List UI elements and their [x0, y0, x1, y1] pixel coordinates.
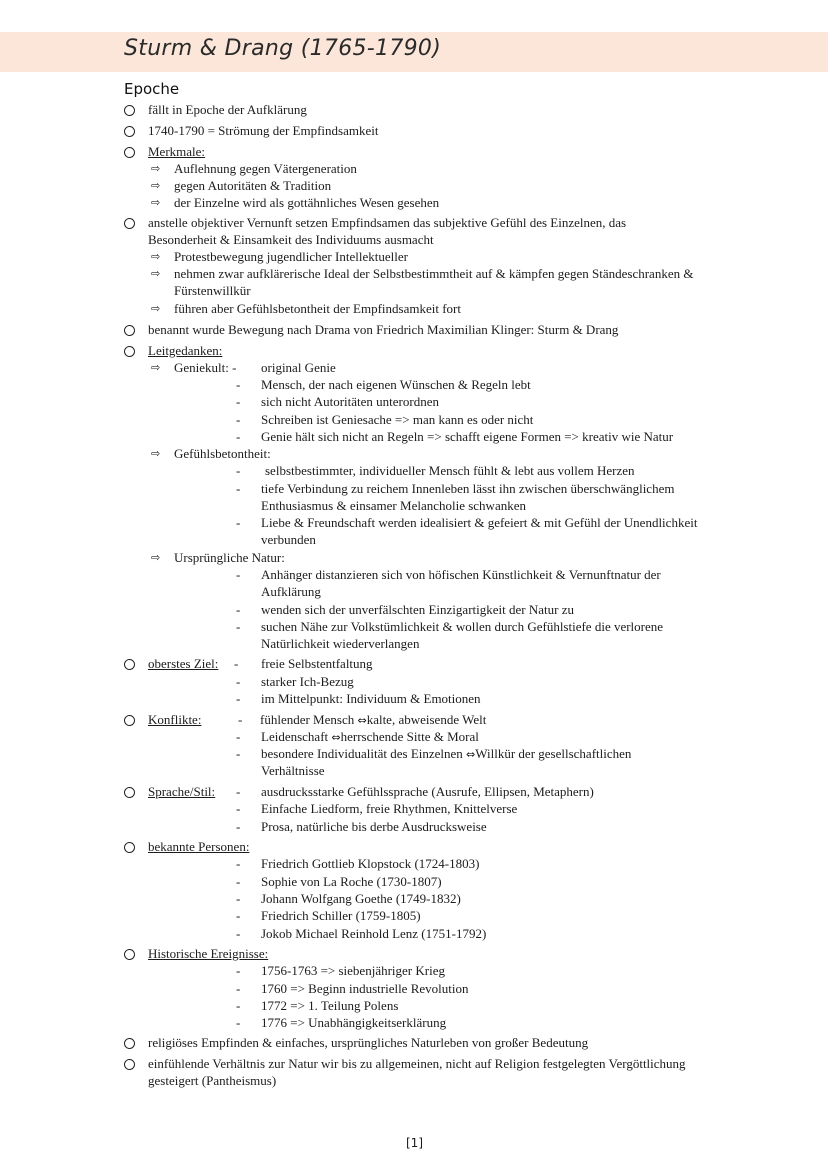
dash-bullet: -	[236, 801, 241, 816]
dash-bullet: -	[236, 891, 241, 906]
list-item: Mensch, der nach eigenen Wünschen & Regeln lebt	[261, 377, 531, 392]
list-item: 1776 => Unabhängigkeitserklärung	[261, 1015, 447, 1030]
arrow-right-icon: ⇨	[151, 302, 161, 315]
dash-bullet: -	[236, 429, 241, 444]
natur-label: Ursprüngliche Natur:	[174, 550, 285, 565]
list-item: im Mittelpunkt: Individuum & Emotionen	[261, 691, 481, 706]
list-item: Friedrich Schiller (1759-1805)	[261, 908, 421, 923]
list-item: Enthusiasmus & einsamer Melancholie schwanken	[261, 498, 526, 513]
dash-bullet: -	[236, 691, 241, 706]
dash-bullet: -	[236, 729, 241, 744]
circle-bullet-icon	[124, 1059, 135, 1070]
dash-bullet: -	[236, 515, 241, 530]
dash-bullet: -	[236, 819, 241, 834]
page-number: [1]	[406, 1136, 423, 1150]
list-item: Sophie von La Roche (1730-1807)	[261, 874, 442, 889]
list-item: original Genie	[261, 360, 336, 375]
leitgedanken-label: Leitgedanken:	[148, 343, 223, 358]
list-item: tiefe Verbindung zu reichem Innenleben lässt ihn zwischen überschwänglichem	[261, 481, 675, 496]
page-title: Sturm & Drang (1765-1790)	[124, 36, 442, 61]
list-item: ausdrucksstarke Gefühlssprache (Ausrufe, Ellipsen, Metaphern)	[261, 784, 594, 799]
conflict-right: kalte, abweisende Welt	[366, 712, 487, 727]
list-item: Friedrich Gottlieb Klopstock (1724-1803)	[261, 856, 480, 871]
list-item: der Einzelne wird als gottähnliches Wesen gesehen	[174, 195, 440, 210]
list-item: 1756-1763 => siebenjähriger Krieg	[261, 963, 445, 978]
list-item: Natürlichkeit wiederverlangen	[261, 636, 420, 651]
dash-bullet: -	[236, 412, 241, 427]
list-item: Jokob Michael Reinhold Lenz (1751-1792)	[261, 926, 487, 941]
arrow-right-icon: ⇨	[151, 447, 161, 460]
arrow-right-icon: ⇨	[151, 250, 161, 263]
list-item: 1772 => 1. Teilung Polens	[261, 998, 399, 1013]
list-item: Anhänger distanzieren sich von höfischen Künstlichkeit & Vernunftnatur der	[261, 567, 661, 582]
konflikte-label: Konflikte:	[148, 712, 202, 727]
circle-bullet-icon	[124, 949, 135, 960]
list-item: Fürstenwillkür	[174, 283, 251, 298]
list-item: 1760 => Beginn industrielle Revolution	[261, 981, 469, 996]
list-item: gegen Autoritäten & Tradition	[174, 178, 332, 193]
circle-bullet-icon	[124, 346, 135, 357]
circle-bullet-icon	[124, 842, 135, 853]
double-arrow-icon: ⇔	[466, 748, 476, 761]
conflict-right: herrschende Sitte & Moral	[340, 729, 479, 744]
dash-bullet: -	[236, 856, 241, 871]
circle-bullet-icon	[124, 105, 135, 116]
circle-bullet-icon	[124, 659, 135, 670]
dash-bullet: -	[236, 963, 241, 978]
list-item: sich nicht Autoritäten unterordnen	[261, 394, 439, 409]
dash-bullet: -	[236, 874, 241, 889]
list-item: Schreiben ist Geniesache => man kann es oder nicht	[261, 412, 534, 427]
list-item: suchen Nähe zur Volkstümlichkeit & wollen durch Gefühlstiefe die verlorene	[261, 619, 664, 634]
dash-bullet: -	[236, 998, 241, 1013]
circle-bullet-icon	[124, 787, 135, 798]
list-item: starker Ich-Bezug	[261, 674, 354, 689]
list-item: nehmen zwar aufklärerische Ideal der Selbstbestimmtheit auf & kämpfen gegen Ständeschranken &	[174, 266, 694, 281]
dash-bullet: -	[238, 712, 243, 727]
merkmale-label: Merkmale:	[148, 144, 206, 159]
list-item: religiöses Empfinden & einfaches, ursprüngliches Naturleben von großer Bedeutung	[148, 1035, 589, 1050]
circle-bullet-icon	[124, 325, 135, 336]
dash-bullet: -	[236, 784, 241, 799]
conflict-left: besondere Individualität des Einzelnen	[261, 746, 463, 761]
list-item: selbstbestimmter, individueller Mensch fühlt & lebt aus vollem Herzen	[265, 463, 635, 478]
list-item: wenden sich der unverfälschten Einzigartigkeit der Natur zu	[261, 602, 574, 617]
list-item: Protestbewegung jugendlicher Intellektueller	[174, 249, 408, 264]
dash-bullet: -	[236, 394, 241, 409]
double-arrow-icon: ⇔	[331, 731, 341, 744]
dash-bullet: -	[236, 746, 241, 761]
list-item: 1740-1790 = Strömung der Empfindsamkeit	[148, 123, 379, 138]
dash-bullet: -	[236, 674, 241, 689]
list-item: Verhältnisse	[261, 763, 325, 778]
list-item: fällt in Epoche der Aufklärung	[148, 102, 307, 117]
dash-bullet: -	[236, 463, 241, 478]
list-item: einfühlende Verhältnis zur Natur wir bis zu allgemeinen, nicht auf Religion festgelegten Vergöttlichung	[148, 1056, 686, 1071]
section-heading: Epoche	[124, 80, 180, 98]
arrow-right-icon: ⇨	[151, 179, 161, 192]
dash-bullet: -	[236, 619, 241, 634]
double-arrow-icon: ⇔	[357, 714, 367, 727]
gefuehl-label: Gefühlsbetontheit:	[174, 446, 271, 461]
list-item	[260, 711, 486, 729]
conflict-left: Leidenschaft	[261, 729, 329, 744]
list-item	[261, 745, 631, 763]
arrow-right-icon: ⇨	[151, 267, 161, 280]
list-item: Prosa, natürliche bis derbe Ausdrucksweise	[261, 819, 487, 834]
list-item: Genie hält sich nicht an Regeln => schafft eigene Formen => kreativ wie Natur	[261, 429, 674, 444]
arrow-right-icon: ⇨	[151, 162, 161, 175]
list-item: Aufklärung	[261, 584, 321, 599]
list-item: Johann Wolfgang Goethe (1749-1832)	[261, 891, 461, 906]
arrow-right-icon: ⇨	[151, 361, 161, 374]
list-item: benannt wurde Bewegung nach Drama von Friedrich Maximilian Klinger: Sturm & Drang	[148, 322, 619, 337]
dash-bullet: -	[236, 908, 241, 923]
list-item: anstelle objektiver Vernunft setzen Empfindsamen das subjektive Gefühl des Einzelnen, das	[148, 215, 627, 230]
dash-bullet: -	[236, 926, 241, 941]
list-item: Auflehnung gegen Vätergeneration	[174, 161, 357, 176]
circle-bullet-icon	[124, 1038, 135, 1049]
circle-bullet-icon	[124, 126, 135, 137]
list-item: verbunden	[261, 532, 316, 547]
geniekult-label: Geniekult: -	[174, 360, 237, 375]
dash-bullet: -	[236, 1015, 241, 1030]
circle-bullet-icon	[124, 218, 135, 229]
conflict-left: fühlender Mensch	[260, 712, 355, 727]
list-item: führen aber Gefühlsbetontheit der Empfindsamkeit fort	[174, 301, 461, 316]
list-item	[261, 728, 479, 746]
arrow-right-icon: ⇨	[151, 196, 161, 209]
dash-bullet: -	[236, 981, 241, 996]
list-item: Einfache Liedform, freie Rhythmen, Knittelverse	[261, 801, 518, 816]
conflict-right: Willkür der gesellschaftlichen	[475, 746, 632, 761]
circle-bullet-icon	[124, 715, 135, 726]
sprache-label: Sprache/Stil:	[148, 784, 216, 799]
dash-bullet: -	[236, 377, 241, 392]
dash-bullet: -	[236, 602, 241, 617]
personen-label: bekannte Personen:	[148, 839, 250, 854]
list-item: Liebe & Freundschaft werden idealisiert & gefeiert & mit Gefühl der Unendlichkeit	[261, 515, 698, 530]
dash-bullet: -	[236, 567, 241, 582]
dash-bullet: -	[236, 481, 241, 496]
ereignisse-label: Historische Ereignisse:	[148, 946, 269, 961]
list-item: gesteigert (Pantheismus)	[148, 1073, 277, 1088]
list-item: Besonderheit & Einsamkeit des Individuums ausmacht	[148, 232, 434, 247]
ziel-label: oberstes Ziel:	[148, 656, 219, 671]
circle-bullet-icon	[124, 147, 135, 158]
list-item: freie Selbstentfaltung	[261, 656, 373, 671]
dash-bullet: -	[234, 656, 239, 671]
arrow-right-icon: ⇨	[151, 551, 161, 564]
